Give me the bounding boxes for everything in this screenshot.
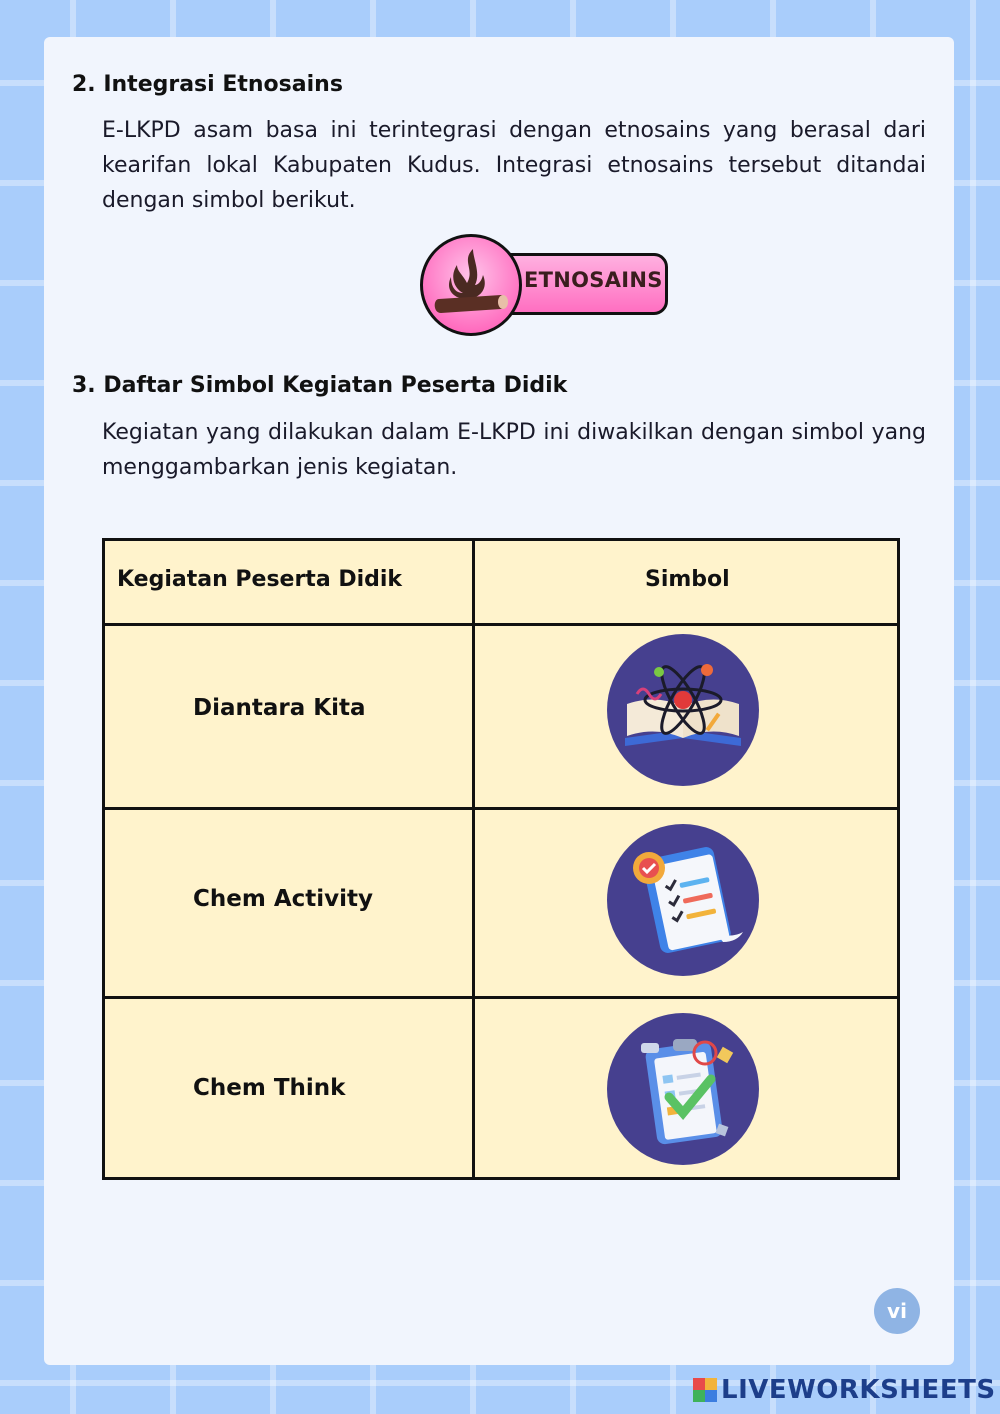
table-cell-activity: Chem Activity (193, 886, 374, 912)
section-2-paragraph: E-LKPD asam basa ini terintegrasi dengan etnosains yang berasal dari kearifan lokal Kabupaten Kudus. Integrasi etnosains tersebut ditandai dengan simbol berikut. (102, 118, 926, 213)
graded-quiz-clipboard-icon (607, 1013, 759, 1165)
table-row-divider (105, 807, 897, 810)
section-3-heading: 3. Daftar Simbol Kegiatan Peserta Didik (72, 373, 568, 398)
symbol-table (102, 538, 900, 1180)
section-3-paragraph: Kegiatan yang dilakukan dalam E-LKPD ini diwakilkan dengan simbol yang menggambarkan jenis kegiatan. (102, 420, 926, 480)
etnosains-badge (420, 234, 672, 338)
science-book-icon (607, 634, 759, 786)
table-cell-activity: Chem Think (193, 1075, 346, 1101)
table-header-activity: Kegiatan Peserta Didik (117, 567, 403, 592)
table-column-divider (472, 541, 475, 1177)
page-number-badge: vi (874, 1288, 920, 1334)
watermark-text: LIVEWORKSHEETS (721, 1375, 996, 1405)
section-2-heading: 2. Integrasi Etnosains (72, 72, 343, 97)
liveworksheets-logo-icon (693, 1378, 717, 1402)
table-row-divider (105, 623, 897, 626)
checklist-clipboard-icon (607, 824, 759, 976)
table-header-symbol: Simbol (645, 567, 730, 592)
table-cell-activity: Diantara Kita (193, 695, 366, 721)
table-row-divider (105, 996, 897, 999)
badge-label: ETNOSAINS (524, 268, 663, 292)
flame-icon (420, 234, 522, 336)
liveworksheets-watermark (693, 1373, 996, 1407)
